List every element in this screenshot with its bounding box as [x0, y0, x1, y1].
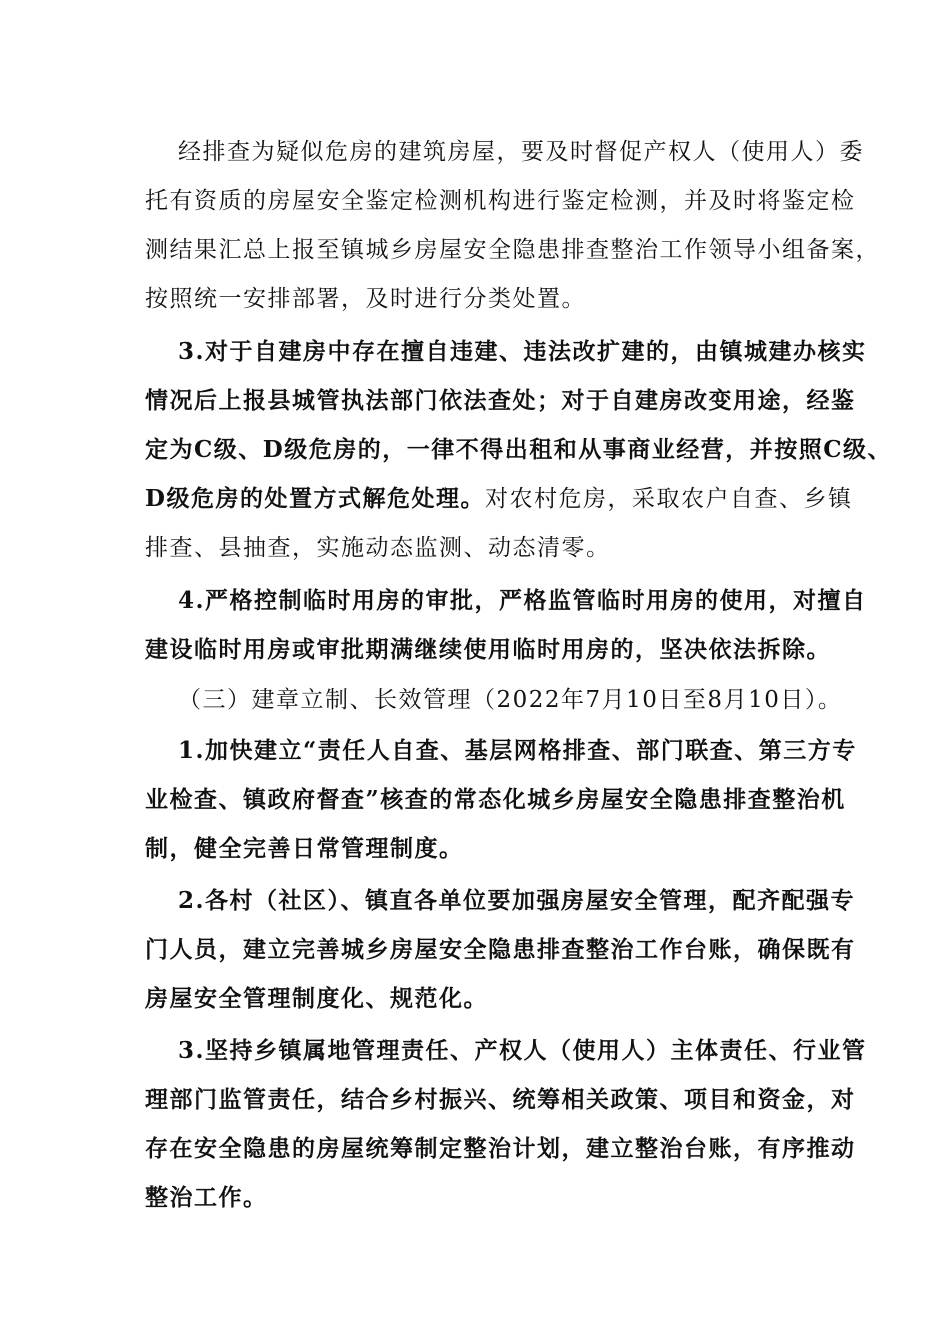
paragraph-line: 门人员，建立完善城乡房屋安全隐患排查整治工作台账，确保既有 [145, 936, 856, 963]
paragraph-line: 3.坚持乡镇属地管理责任、产权人（使用人）主体责任、行业管 [178, 1037, 867, 1064]
paragraph-line: 定为C级、D级危房的，一律不得出租和从事商业经营，并按照C级、 [145, 436, 893, 463]
paragraph-line: 4.严格控制临时用房的审批，严格监管临时用房的使用，对擅自 [178, 587, 867, 614]
paragraph-line: 2.各村（社区）、镇直各单位要加强房屋安全管理，配齐配强专 [178, 887, 856, 914]
paragraph-line: 托有资质的房屋安全鉴定检测机构进行鉴定检测，并及时将鉴定检 [145, 188, 856, 214]
paragraph-line: 建设临时用房或审批期满继续使用临时用房的，坚决依法拆除。 [145, 636, 831, 663]
paragraph-line [0, 484, 950, 514]
bold-text: D级危房的处置方式解危处理。 [145, 485, 485, 512]
section-heading: （三）建章立制、长效管理（2022年7月10日至8月10日）。 [178, 687, 843, 713]
paragraph-line: 排查、县抽查，实施动态监测、动态清零。 [145, 535, 611, 561]
paragraph-line: 业检查、镇政府督查”核查的常态化城乡房屋安全隐患排查整治机 [145, 786, 846, 813]
normal-text: 对农村危房，采取农户自查、乡镇 [484, 486, 853, 512]
paragraph-line: 情况后上报县城管执法部门依法查处；对于自建房改变用途，经鉴 [145, 387, 856, 414]
paragraph-line: 整治工作。 [145, 1184, 268, 1211]
paragraph-line: 存在安全隐患的房屋统筹制定整治计划，建立整治台账，有序推动 [145, 1135, 856, 1162]
paragraph-line: 经排查为疑似危房的建筑房屋，要及时督促产权人（使用人）委 [178, 139, 864, 165]
paragraph-line: 3.对于自建房中存在擅自违建、违法改扩建的，由镇城建办核实 [178, 338, 867, 365]
paragraph-line: 制，健全完善日常管理制度。 [145, 835, 464, 862]
paragraph-line: 理部门监管责任，结合乡村振兴、统筹相关政策、项目和资金，对 [145, 1086, 856, 1113]
paragraph-line: 测结果汇总上报至镇城乡房屋安全隐患排查整治工作领导小组备案， [145, 237, 880, 263]
paragraph-line: 按照统一安排部署，及时进行分类处置。 [145, 286, 586, 312]
paragraph-line: 1.加快建立“责任人自查、基层网格排查、部门联查、第三方专 [178, 737, 857, 764]
paragraph-line: 房屋安全管理制度化、规范化。 [145, 985, 488, 1012]
